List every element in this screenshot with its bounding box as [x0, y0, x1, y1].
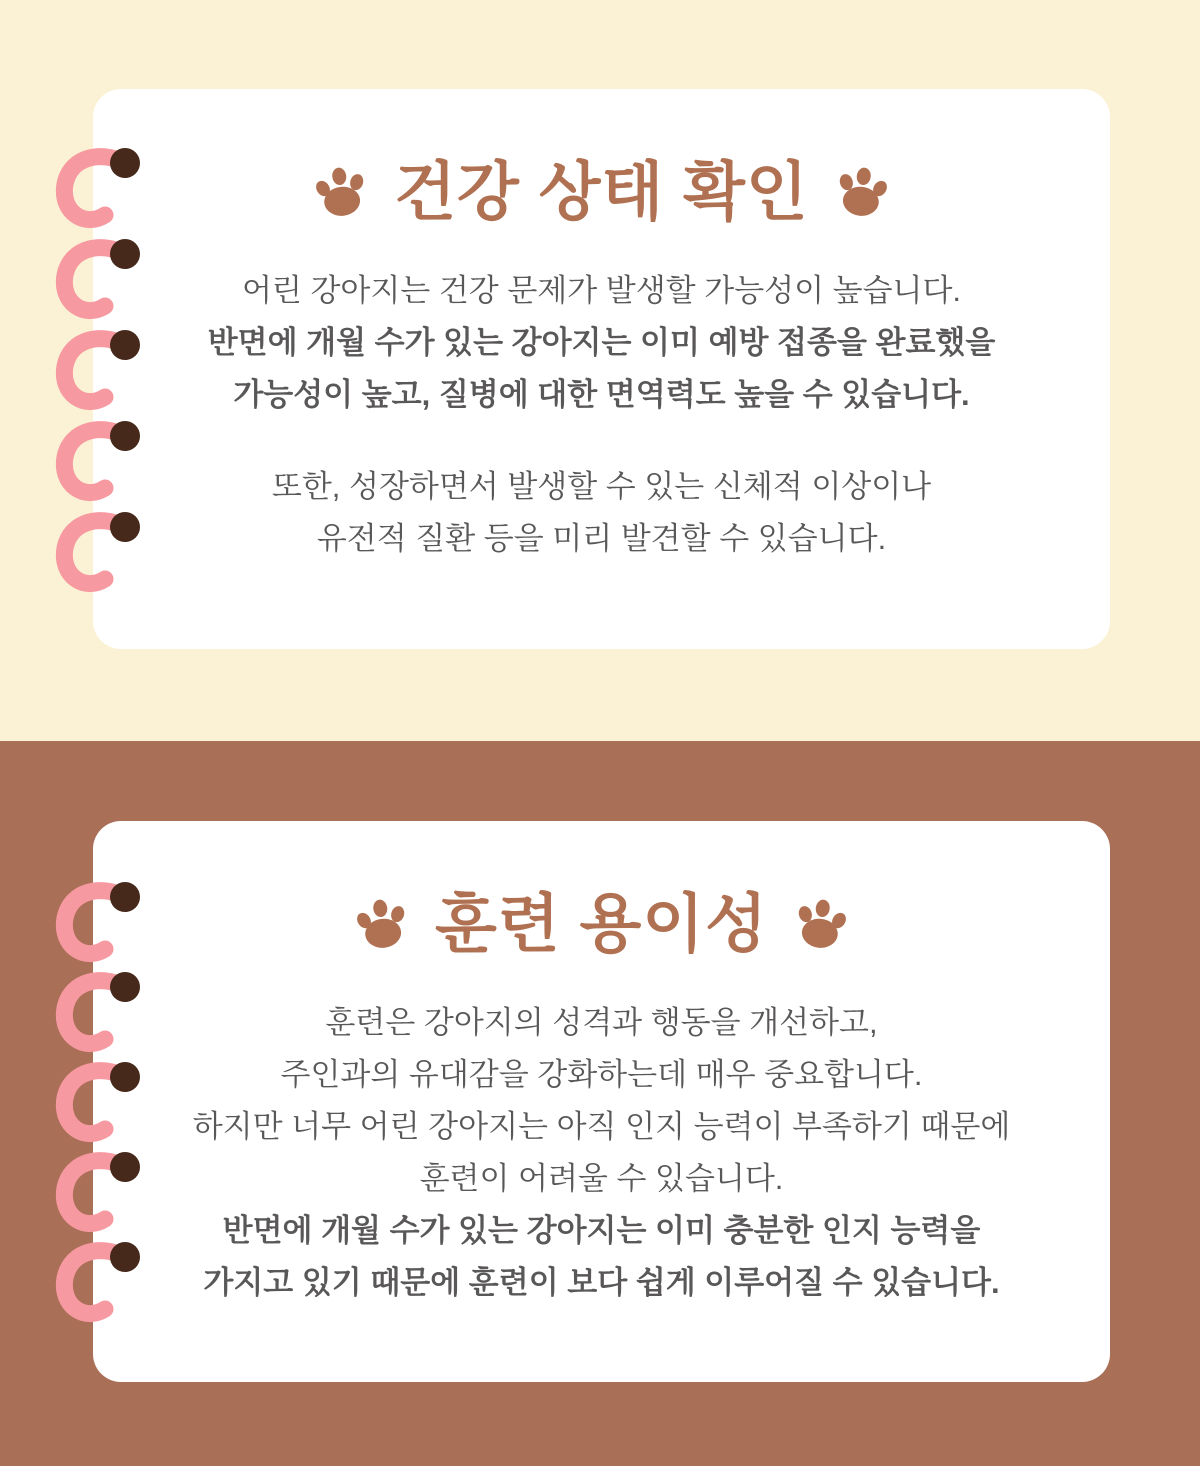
health-paragraph-1 — [93, 265, 1110, 421]
paw-icon — [833, 163, 891, 221]
spiral-ring-icon — [45, 232, 145, 332]
spiral-ring-icon — [45, 141, 145, 241]
spiral-ring-icon — [45, 875, 145, 975]
spiral-ring-icon — [45, 1055, 145, 1155]
text-line: 하지만 너무 어린 강아지는 아직 인지 능력이 부족하기 때문에 — [192, 1109, 1011, 1144]
text-line: 주인과의 유대감을 강화하는데 매우 중요합니다. — [280, 1057, 923, 1092]
text-line: 훈련이 어려울 수 있습니다. — [419, 1161, 784, 1196]
paw-icon — [312, 163, 370, 221]
training-card — [93, 821, 1110, 1382]
text-line: 훈련은 강아지의 성격과 행동을 개선하고, — [325, 1005, 878, 1040]
spiral-ring-icon — [45, 323, 145, 423]
paw-icon — [792, 895, 850, 953]
paw-icon — [353, 895, 411, 953]
text-line: 가능성이 높고, 질병에 대한 면역력도 높을 수 있습니다. — [233, 377, 970, 412]
health-card — [93, 89, 1110, 649]
spiral-ring-icon — [45, 1235, 145, 1335]
text-line: 반면에 개월 수가 있는 강아지는 이미 예방 접종을 완료했을 — [207, 325, 996, 360]
health-paragraph-2 — [93, 461, 1110, 565]
training-card-title — [93, 885, 1110, 963]
health-card-title — [93, 153, 1110, 231]
text-line: 어린 강아지는 건강 문제가 발생할 가능성이 높습니다. — [241, 273, 962, 308]
text-line: 반면에 개월 수가 있는 강아지는 이미 충분한 인지 능력을 — [222, 1213, 981, 1248]
spiral-ring-icon — [45, 965, 145, 1065]
text-line: 유전적 질환 등을 미리 발견할 수 있습니다. — [316, 521, 887, 556]
text-line: 또한, 성장하면서 발생할 수 있는 신체적 이상이나 — [271, 469, 932, 504]
spiral-ring-icon — [45, 1145, 145, 1245]
spiral-ring-icon — [45, 414, 145, 514]
training-paragraph — [93, 997, 1110, 1309]
section-title: 훈련 용이성 — [435, 888, 768, 960]
text-line: 가지고 있기 때문에 훈련이 보다 쉽게 이루어질 수 있습니다. — [203, 1265, 1000, 1300]
spiral-ring-icon — [45, 505, 145, 605]
section-title: 건강 상태 확인 — [394, 156, 809, 228]
